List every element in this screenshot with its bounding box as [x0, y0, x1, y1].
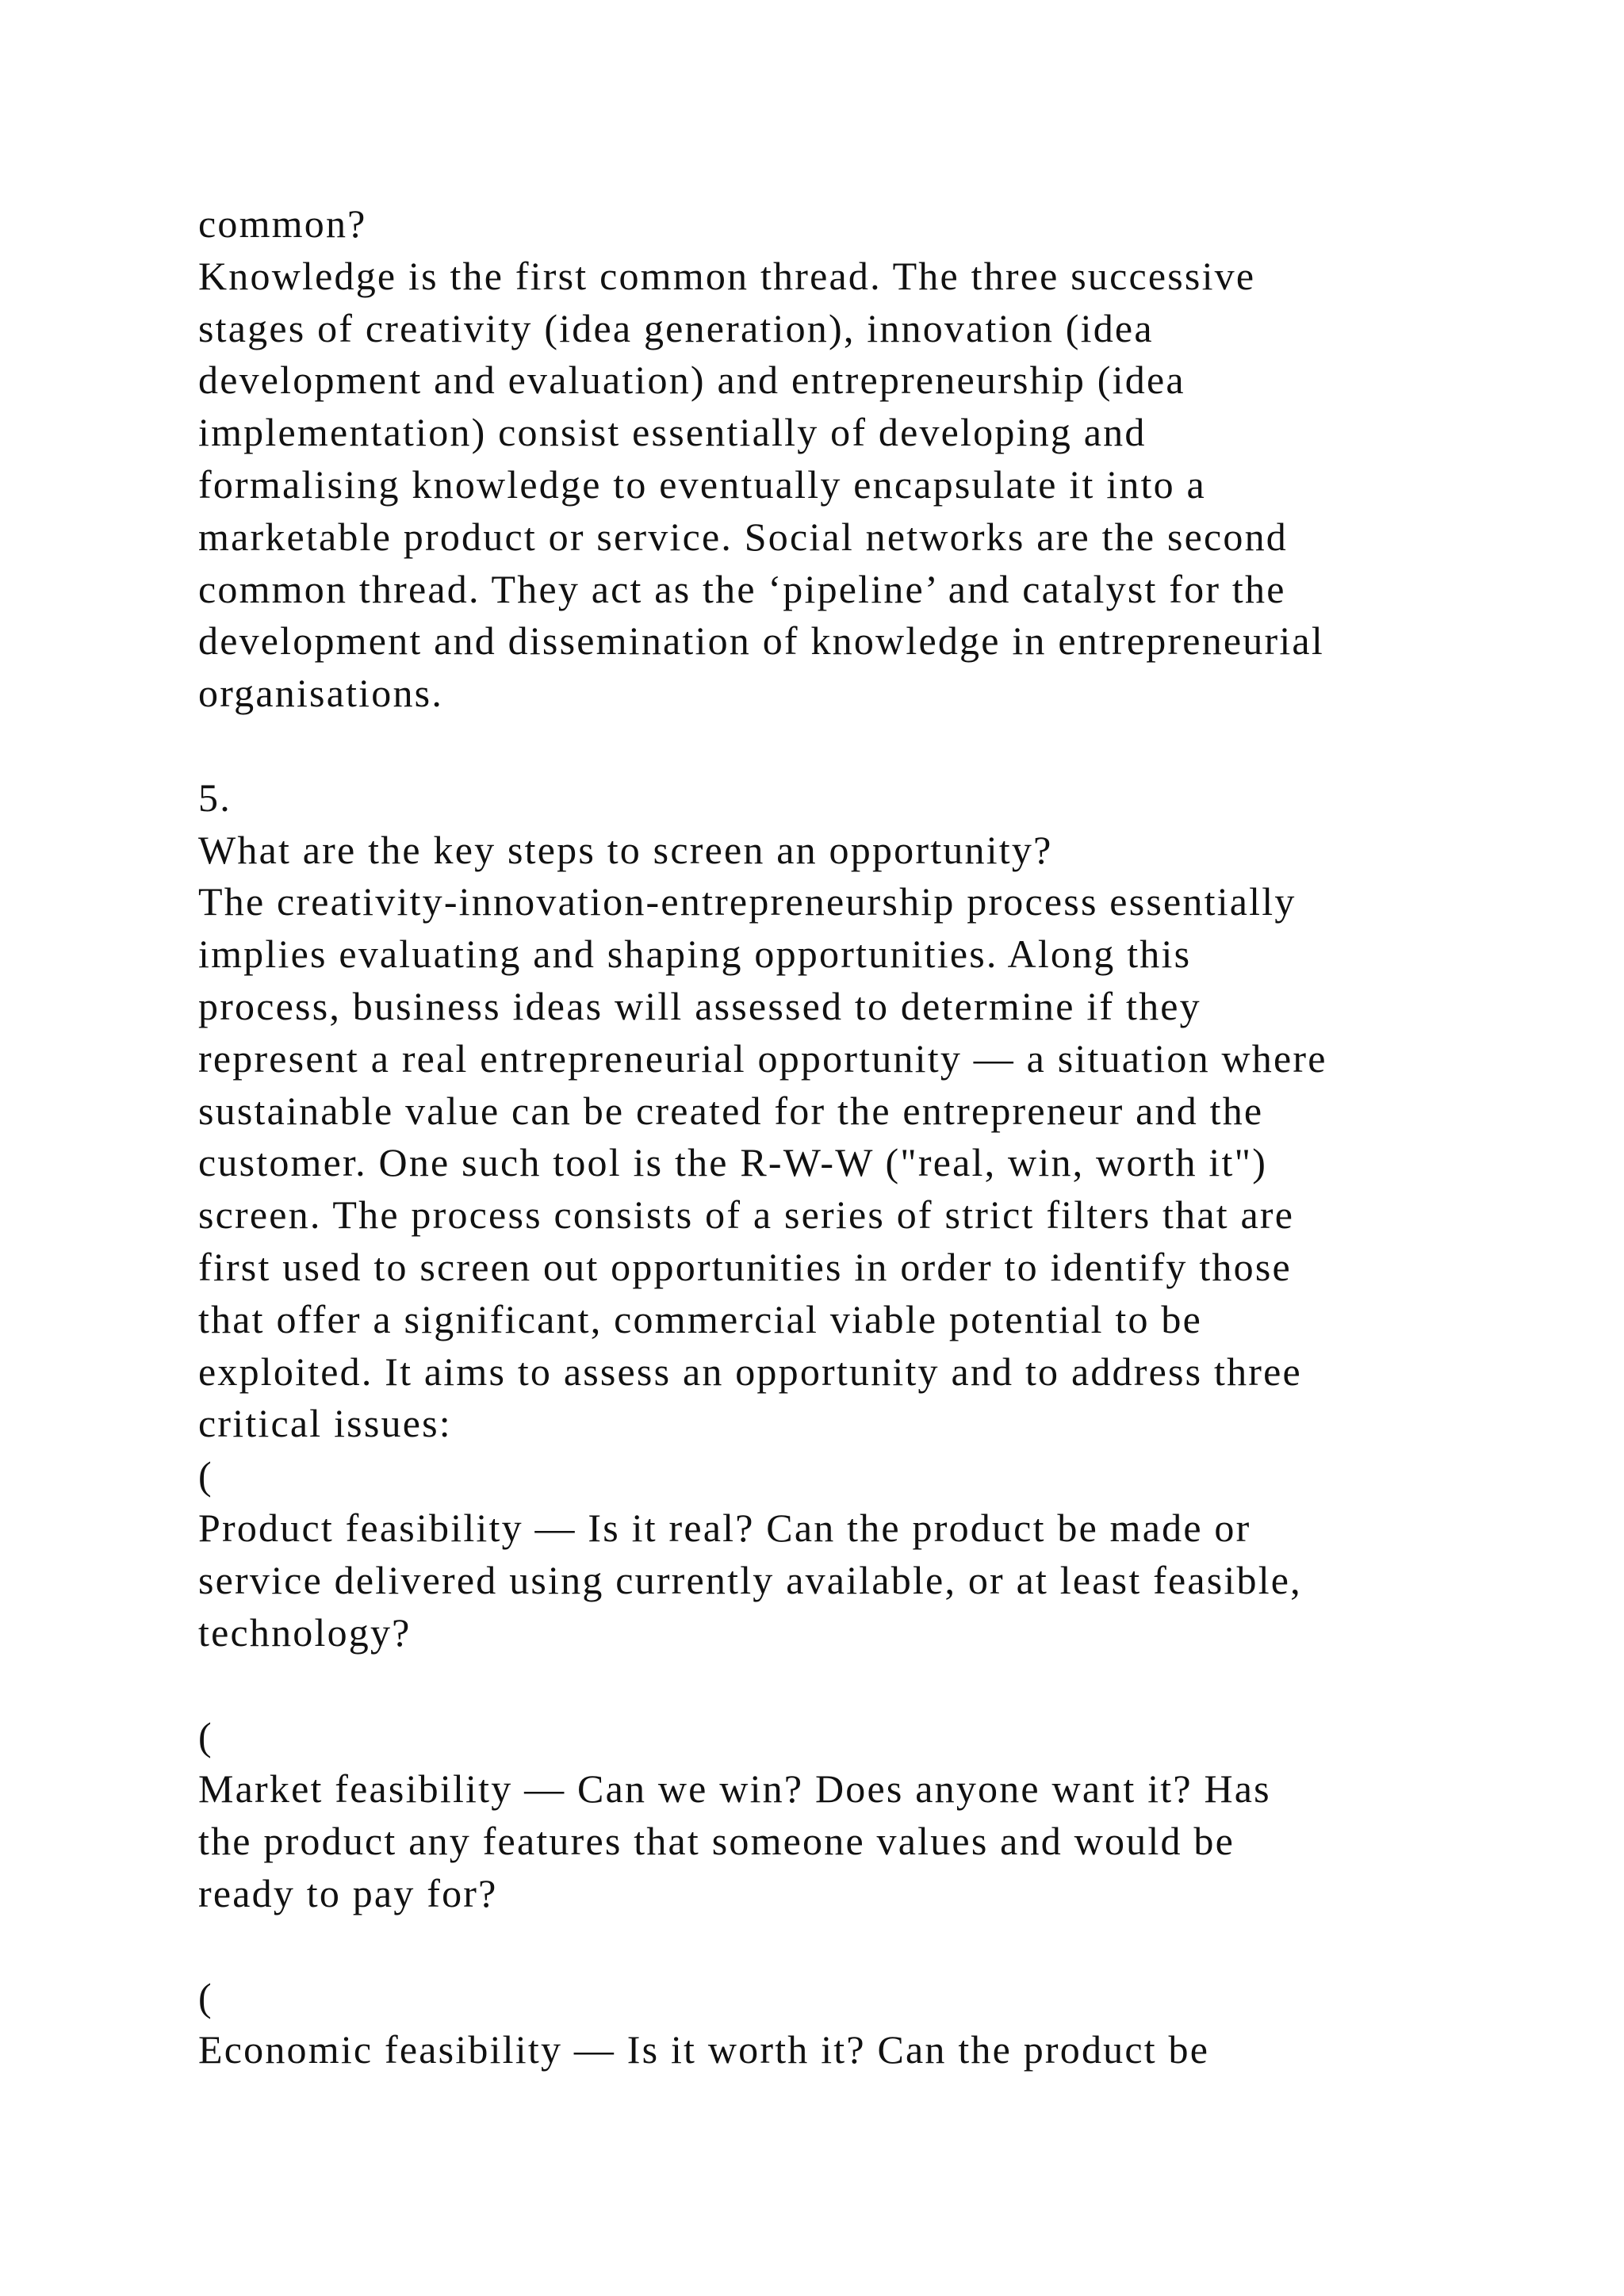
document-text: [198, 198, 1515, 2076]
text-line: that offer a significant, commercial viable potential to be: [198, 1296, 1202, 1341]
text-line: technology?: [198, 1609, 412, 1655]
bullet-marker: (: [198, 1975, 213, 2020]
text-line: Product feasibility — Is it real? Can the product be made or: [198, 1505, 1251, 1550]
text-line: customer. One such tool is the R-W-W ("real, win, worth it"): [198, 1140, 1268, 1185]
blank-line: [198, 1659, 1515, 1711]
text-line: critical issues:: [198, 1401, 452, 1446]
question-heading: What are the key steps to screen an opportunity?: [198, 827, 1053, 872]
text-line: implies evaluating and shaping opportunities. Along this: [198, 932, 1192, 977]
text-line: represent a real entrepreneurial opportunity — a situation where: [198, 1035, 1327, 1081]
text-line: Market feasibility — Can we win? Does anyone want it? Has: [198, 1766, 1271, 1811]
text-line: marketable product or service. Social networks are the second: [198, 514, 1288, 559]
text-line: implementation) consist essentially of developing and: [198, 410, 1147, 455]
text-line: formalising knowledge to eventually encapsulate it into a: [198, 461, 1206, 507]
text-line: screen. The process consists of a series of strict filters that are: [198, 1192, 1295, 1238]
text-line: the product any features that someone values and would be: [198, 1818, 1235, 1863]
text-line: process, business ideas will assessed to determine if they: [198, 983, 1201, 1028]
question-number: 5.: [198, 775, 232, 820]
bullet-marker: (: [198, 1714, 213, 1759]
bullet-marker: (: [198, 1453, 213, 1498]
text-line: sustainable value can be created for the entrepreneur and the: [198, 1088, 1264, 1133]
text-line: common?: [198, 201, 367, 246]
text-line: common thread. They act as the ‘pipeline’ and catalyst for the: [198, 566, 1286, 611]
text-line: service delivered using currently available, or at least feasible,: [198, 1557, 1302, 1602]
text-line: development and evaluation) and entrepreneurship (idea: [198, 358, 1185, 403]
text-line: Economic feasibility — Is it worth it? Can the product be: [198, 2026, 1210, 2072]
text-line: organisations.: [198, 671, 444, 716]
text-line: development and dissemination of knowledge in entrepreneurial: [198, 618, 1324, 664]
text-line: first used to screen out opportunities in order to identify those: [198, 1244, 1292, 1289]
text-line: exploited. It aims to assess an opportunity and to address three: [198, 1349, 1302, 1394]
text-line: stages of creativity (idea generation), innovation (idea: [198, 305, 1154, 350]
text-line: ready to pay for?: [198, 1870, 498, 1915]
text-line: Knowledge is the first common thread. The three successive: [198, 253, 1256, 298]
blank-line: [198, 720, 1515, 772]
text-line: The creativity-innovation-entrepreneurship process essentially: [198, 879, 1297, 924]
blank-line: [198, 1919, 1515, 1972]
